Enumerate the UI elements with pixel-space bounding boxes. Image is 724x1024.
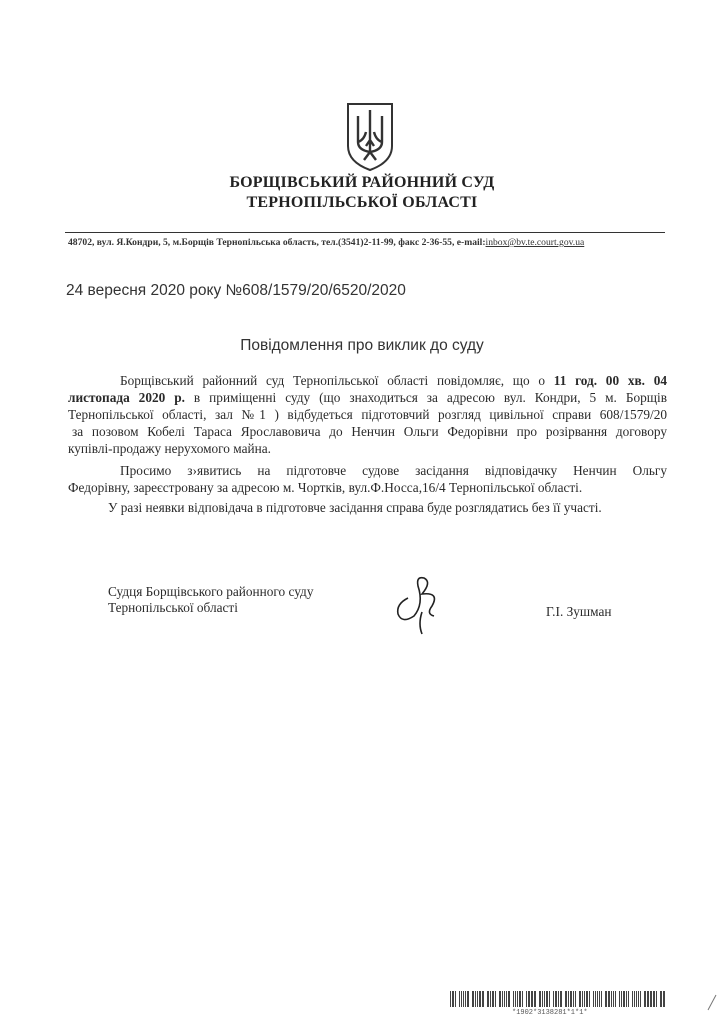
barcode-bar <box>515 991 516 1007</box>
barcode-bar <box>619 991 620 1007</box>
body-line: за позовом Кобелі Тараса Ярославовича до Ненчин Ольги Федорівни про розірвання договору <box>72 424 667 439</box>
barcode-bar <box>535 991 536 1007</box>
judge-name: Г.І. Зушман <box>546 604 612 619</box>
barcode-bar <box>546 991 548 1007</box>
barcode-bar <box>636 991 638 1007</box>
barcode-bar <box>568 991 569 1007</box>
barcode-bar <box>465 991 466 1007</box>
barcode-bar <box>542 991 543 1007</box>
barcode-bar <box>589 991 590 1007</box>
barcode-bar <box>579 991 581 1007</box>
barcode-bar <box>634 991 635 1007</box>
barcode-bar <box>539 991 541 1007</box>
barcode-bar <box>495 991 496 1007</box>
body-line <box>120 373 667 389</box>
barcode-bar <box>644 991 646 1007</box>
barcode <box>450 991 665 1007</box>
pen-mark <box>706 994 718 1012</box>
barcode-bar <box>595 991 596 1007</box>
judge-position-region: Тернопільської області <box>108 600 238 615</box>
barcode-bar <box>605 991 607 1007</box>
barcode-bar <box>506 991 507 1007</box>
court-name: БОРЩІВСЬКИЙ РАЙОННИЙ СУД <box>229 174 495 191</box>
barcode-bar <box>570 991 572 1007</box>
barcode-bar <box>553 991 554 1007</box>
barcode-bar <box>534 991 535 1007</box>
barcode-bar <box>472 991 474 1007</box>
trident-emblem-icon <box>344 100 396 172</box>
barcode-bar <box>487 991 488 1007</box>
barcode-bar <box>467 991 469 1007</box>
barcode-bar <box>599 991 600 1007</box>
barcode-bar <box>459 991 460 1007</box>
barcode-bar <box>656 991 658 1007</box>
hearing-time: 11 год. 00 хв. 04 <box>553 373 667 388</box>
barcode-bar <box>531 991 533 1007</box>
barcode-bar <box>479 991 481 1007</box>
barcode-bar <box>660 991 662 1007</box>
barcode-bar <box>549 991 550 1007</box>
barcode-bar <box>450 991 451 1007</box>
barcode-bar <box>452 991 454 1007</box>
barcode-bar <box>663 991 665 1007</box>
barcode-bar <box>522 991 523 1007</box>
barcode-bar <box>565 991 567 1007</box>
barcode-bar <box>647 991 649 1007</box>
text: в приміщенні суду (що знаходиться за адресою вул. Кондри, 5 м. Борщів <box>184 390 667 405</box>
barcode-bar <box>482 991 484 1007</box>
barcode-bar <box>528 991 530 1007</box>
barcode-bar <box>608 991 610 1007</box>
barcode-bar <box>601 991 602 1007</box>
barcode-bar <box>517 991 518 1007</box>
body-line: Федорівну, зареєстровану за адресою м. Чортків, вул.Ф.Носса,16/4 Тернопільської області. <box>68 480 583 495</box>
barcode-bar <box>519 991 521 1007</box>
barcode-bar <box>558 991 559 1007</box>
barcode-bar <box>477 991 478 1007</box>
barcode-bar <box>488 991 489 1007</box>
barcode-bar <box>461 991 462 1007</box>
barcode-bar <box>573 991 574 1007</box>
barcode-bar <box>650 991 652 1007</box>
date-and-number: 24 вересня 2020 року №608/1579/20/6520/2020 <box>66 282 406 299</box>
barcode-bar <box>555 991 557 1007</box>
email-link[interactable]: inbox@bv.te.court.gov.ua <box>485 237 585 248</box>
barcode-bar <box>455 991 456 1007</box>
hearing-date: листопада 2020 р. <box>68 390 185 405</box>
barcode-bar <box>502 991 503 1007</box>
barcode-bar <box>638 991 639 1007</box>
barcode-bar <box>544 991 545 1007</box>
barcode-bar <box>490 991 491 1007</box>
header-divider <box>65 232 665 233</box>
barcode-bar <box>508 991 510 1007</box>
barcode-bar <box>623 991 625 1007</box>
barcode-bar <box>513 991 515 1007</box>
body-line <box>68 390 667 406</box>
barcode-bar <box>582 991 583 1007</box>
body-line: Просимо з›явитись на підготовче судове засідання відповідачку Ненчин Ольгу <box>120 463 667 478</box>
barcode-bar <box>615 991 616 1007</box>
text: Борщівський районний суд Тернопільської області повідомляє, що о <box>120 373 554 388</box>
barcode-bar <box>463 991 465 1007</box>
barcode-bar <box>504 991 505 1007</box>
barcode-bar <box>626 991 627 1007</box>
court-address <box>68 237 584 248</box>
barcode-bar <box>575 991 576 1007</box>
barcode-bar <box>628 991 629 1007</box>
barcode-bar <box>611 991 613 1007</box>
barcode-bar <box>632 991 633 1007</box>
court-region: ТЕРНОПІЛЬСЬКОЇ ОБЛАСТІ <box>246 194 478 211</box>
barcode-bar <box>597 991 598 1007</box>
judge-position: Судця Борщівського районного суду <box>108 584 314 599</box>
barcode-bar <box>499 991 501 1007</box>
barcode-bar <box>640 991 641 1007</box>
document-title: Повідомлення про виклик до суду <box>240 337 484 354</box>
address-text: 48702, вул. Я.Кондри, 5, м.Борщів Тернопільська область, тел.(3541)2-11-99, факс 2-36-55, e-mail: <box>68 237 486 248</box>
barcode-bar <box>621 991 622 1007</box>
barcode-bar <box>586 991 588 1007</box>
barcode-bar <box>526 991 527 1007</box>
barcode-bar <box>560 991 561 1007</box>
barcode-number: *1902*3138281*1*1* <box>512 1009 588 1017</box>
barcode-bar <box>561 991 562 1007</box>
body-line: Тернопільської області, зал №1 ) відбудеться підготовчий розгляд цивільної справи 608/1579/20 <box>68 407 667 422</box>
handwritten-signature <box>388 568 450 638</box>
barcode-bar <box>492 991 494 1007</box>
barcode-bar <box>584 991 586 1007</box>
barcode-bar <box>593 991 594 1007</box>
body-line: У разі неявки відповідача в підготовче засідання справа буде розглядатись без її участі. <box>108 500 602 515</box>
body-line: купівлі-продажу нерухомого майна. <box>68 441 271 456</box>
barcode-bar <box>475 991 476 1007</box>
barcode-bar <box>613 991 614 1007</box>
barcode-bar <box>653 991 655 1007</box>
